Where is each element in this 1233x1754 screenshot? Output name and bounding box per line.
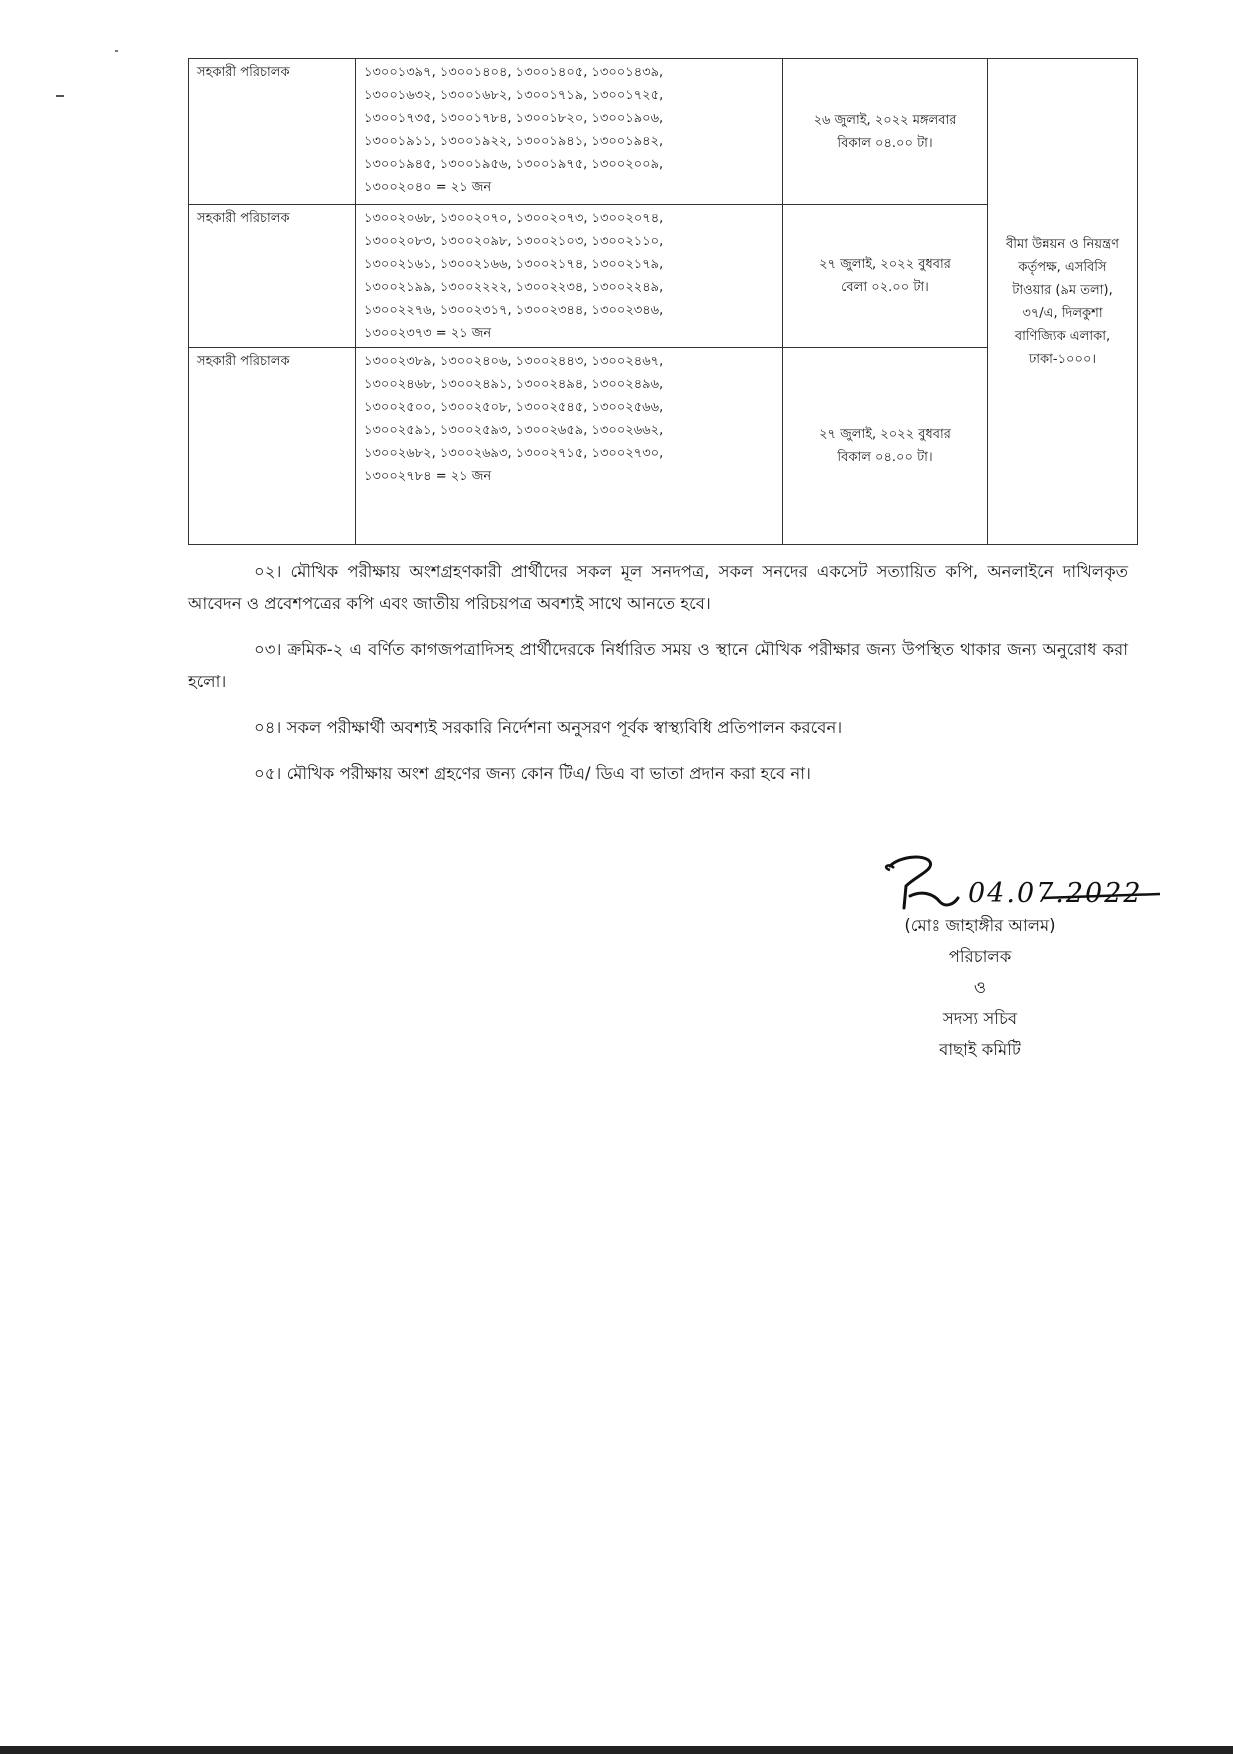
date-time-cell [783,59,988,205]
venue-line: ৩৭/এ, দিলকুশা [1022,305,1103,321]
date-line: ২৭ জুলাই, ২০২২ বুধবার [819,427,951,442]
interview-schedule-table [188,58,1138,545]
venue-cell [988,59,1138,545]
roll-line: ১৩০০১৯১১, ১৩০০১৯২২, ১৩০০১৯৪১, ১৩০০১৯৪২, [364,134,664,149]
roll-line: ১৩০০২০৪০ = ২১ জন [364,180,492,195]
roll-line: ১৩০০১৩৯৭, ১৩০০১৪০৪, ১৩০০১৪০৫, ১৩০০১৪৩৯, [364,65,664,80]
time-line: বিকাল ০৪.০০ টা। [837,135,933,151]
venue-line: ঢাকা-১০০০। [1028,351,1097,367]
instruction-item: ০৪। সকল পরীক্ষার্থী অবশ্যই সরকারি নির্দেশনা অনুসরণ পূর্বক স্বাস্থ্যবিধি প্রতিপালন করবেন। [254,718,843,737]
post-cell: সহকারী পরিচালক [189,205,356,348]
date-line: ২৭ জুলাই, ২০২২ বুধবার [819,257,951,272]
handwritten-signature [830,846,1170,918]
venue-line: কর্তৃপক্ষ, এসবিসি [1018,259,1107,275]
scan-bottom-edge [0,1746,1233,1754]
roll-numbers-cell [356,205,783,348]
signatory-designation: পরিচালক [948,947,1012,966]
instruction-item: ০৩। ক্রমিক-২ এ বর্ণিত কাগজপত্রাদিসহ প্রার্থীদেরকে নির্ধারিত সময় ও স্থানে মৌখিক পরীক্ষার জন্য উপস্থিত থাকার জন্য অনুরোধ করা হলো। [188,640,1128,691]
signatory-name: (মোঃ জাহাঙ্গীর আলম) [904,916,1056,935]
signatory-block [830,910,1130,1065]
time-line: বেলা ০২.০০ টা। [841,280,929,295]
roll-line: ১৩০০২২৭৬, ১৩০০২৩১৭, ১৩০০২৩৪৪, ১৩০০২৩৪৬, [364,303,664,318]
roll-line: ১৩০০২১৬১, ১৩০০২১৬৬, ১৩০০২১৭৪, ১৩০০২১৭৯, [364,257,664,272]
scan-speck [56,95,64,97]
roll-line: ১৩০০২১৯৯, ১৩০০২২২২, ১৩০০২২৩৪, ১৩০০২২৪৯, [364,280,664,295]
roll-line: ১৩০০২৬৮২, ১৩০০২৬৯৩, ১৩০০২৭১৫, ১৩০০২৭৩০, [364,446,664,461]
instructions [188,556,1128,804]
signatory-committee: বাছাই কমিটি [939,1040,1021,1059]
roll-line: ১৩০০২০৮৩, ১৩০০২০৯৮, ১৩০০২১০৩, ১৩০০২১১০, [364,234,664,249]
roll-line: ১৩০০২৫০০, ১৩০০২৫০৮, ১৩০০২৫৪৫, ১৩০০২৫৬৬, [364,400,664,415]
roll-line: ১৩০০১৭৩৫, ১৩০০১৭৮৪, ১৩০০১৮২০, ১৩০০১৯০৬, [364,111,664,126]
roll-line: ১৩০০২৩৭৩ = ২১ জন [364,326,492,341]
roll-numbers-cell [356,348,783,545]
roll-line: ১৩০০১৬৩২, ১৩০০১৬৮২, ১৩০০১৭১৯, ১৩০০১৭২৫, [364,88,664,103]
post-cell: সহকারী পরিচালক [189,59,356,205]
signature-date: 04.07.2022 [968,878,1143,909]
roll-numbers-cell [356,59,783,205]
date-time-cell [783,205,988,348]
signatory-role: সদস্য সচিব [942,1009,1018,1028]
date-time-cell [783,348,988,545]
roll-line: ১৩০০১৯৪৫, ১৩০০১৯৫৬, ১৩০০১৯৭৫, ১৩০০২০০৯, [364,157,664,172]
time-line: বিকাল ০৪.০০ টা। [837,450,933,465]
venue-line: বাণিজ্যিক এলাকা, [1014,328,1111,344]
roll-line: ১৩০০২৩৮৯, ১৩০০২৪০৬, ১৩০০২৪৪৩, ১৩০০২৪৬৭, [364,354,664,369]
venue-line: টাওয়ার (৯ম তলা), [1012,282,1113,298]
instruction-item: ০২। মৌখিক পরীক্ষায় অংশগ্রহণকারী প্রার্থীদের সকল মূল সনদপত্র, সকল সনদের একসেট সত্যায়িত কপি, অনলাইনে দাখিলকৃত আবেদন ও প্রবেশপত্রের কপি এবং জাতীয় পরিচয়পত্র অবশ্যই সাথে আনতে হবে। [188,562,1128,613]
table-row [189,59,1138,205]
date-line: ২৬ জুলাই, ২০২২ মঙ্গলবার [813,112,957,128]
roll-line: ১৩০০২০৬৮, ১৩০০২০৭০, ১৩০০২০৭৩, ১৩০০২০৭৪, [364,211,664,226]
signatory-conjunction: ও [973,978,987,997]
scan-speck [115,50,118,52]
post-cell: সহকারী পরিচালক [189,348,356,545]
venue-line: বীমা উন্নয়ন ও নিয়ন্ত্রণ [1006,236,1119,252]
roll-line: ১৩০০২৪৬৮, ১৩০০২৪৯১, ১৩০০২৪৯৪, ১৩০০২৪৯৬, [364,377,664,392]
instruction-item: ০৫। মৌখিক পরীক্ষায় অংশ গ্রহণের জন্য কোন টিএ/ ডিএ বা ভাতা প্রদান করা হবে না। [254,764,811,783]
roll-line: ১৩০০২৭৮৪ = ২১ জন [364,469,492,484]
roll-line: ১৩০০২৫৯১, ১৩০০২৫৯৩, ১৩০০২৬৫৯, ১৩০০২৬৬২, [364,423,664,438]
